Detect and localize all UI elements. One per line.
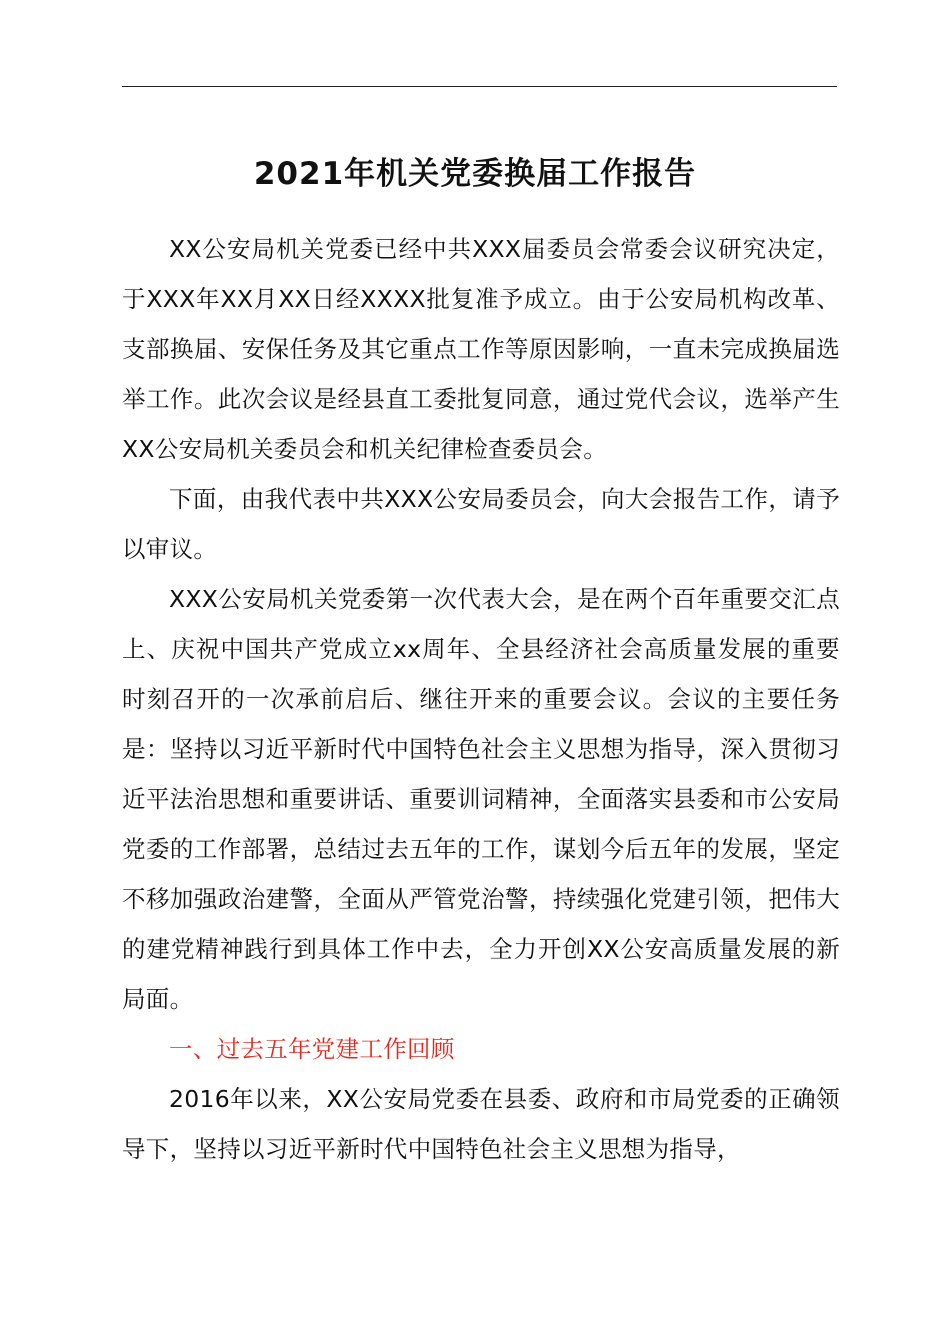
paragraph-congress-purpose: XXX公安局机关党委第一次代表大会，是在两个百年重要交汇点上、庆祝中国共产党成立xx周年、全县经济社会高质量发展的重要时刻召开的一次承前启后、继往开来的重要会议。会议的主要任务是：坚持以习近平新时代中国特色社会主义思想为指导，深入贯彻习近平法治思想和重要讲话、重要训词精神，全面落实县委和市公安局党委的工作部署，总结过去五年的工作，谋划今后五年的发展，坚定不移加强政治建警，全面从严管党治警，持续强化党建引领，把伟大的建党精神践行到具体工作中去，全力开创XX公安高质量发展的新局面。 [122,585,840,1013]
document-body [122,224,840,1174]
paragraph-section-one: 2016年以来，XX公安局党委在县委、政府和市局党委的正确领导下，坚持以习近平新时代中国特色社会主义思想为指导， [122,1085,840,1163]
section-heading: 一、过去五年党建工作回顾 [169,1035,455,1063]
header-rule [122,86,837,87]
paragraph-report-request: 下面，由我代表中共XXX公安局委员会，向大会报告工作，请予以审议。 [122,485,840,563]
paragraph-intro: XX公安局机关党委已经中共XXX届委员会常委会议研究决定，于XXX年XX月XX日经XXXX批复准予成立。由于公安局机构改革、支部换届、安保任务及其它重点工作等原因影响，一直未完成换届选举工作。此次会议是经县直工委批复同意，通过党代会议，选举产生XX公安局机关委员会和机关纪律检查委员会。 [122,235,840,463]
document-title: 2021年机关党委换届工作报告 [253,156,697,192]
